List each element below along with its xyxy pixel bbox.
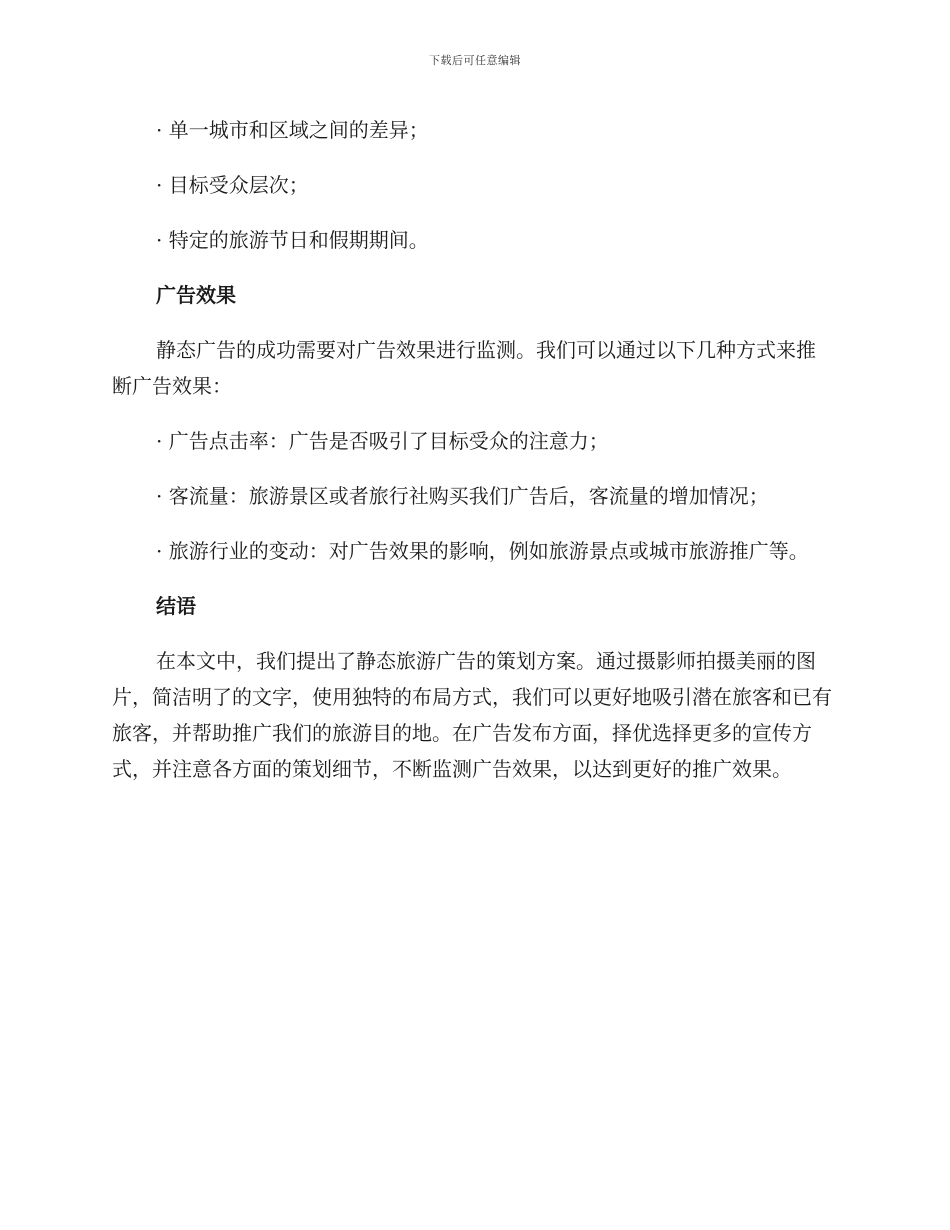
bullet-item: · 广告点击率：广告是否吸引了目标受众的注意力；	[156, 429, 609, 453]
section-intro-paragraph: 静态广告的成功需要对广告效果进行监测。我们可以通过以下几种方式来推断广告效果：	[112, 338, 816, 398]
section-heading-conclusion: 结语	[156, 594, 196, 618]
conclusion-paragraph: 在本文中，我们提出了静态旅游广告的策划方案。通过摄影师拍摄美丽的图片，简洁明了的文字，使用独特的布局方式，我们可以更好地吸引潜在旅客和已有旅客，并帮助推广我们的旅游目的地。在广告发布方面，择优选择更多的宣传方式，并注意各方面的策划细节，不断监测广告效果，以达到更好的推广效果。	[112, 649, 832, 781]
bullet-item: · 目标受众层次；	[156, 173, 309, 197]
bullet-item: · 客流量：旅游景区或者旅行社购买我们广告后，客流量的增加情况；	[156, 484, 769, 508]
bullet-item: · 特定的旅游节日和假期期间。	[156, 228, 429, 252]
page-header: 下载后可任意编辑	[429, 54, 521, 67]
bullet-item: · 单一城市和区域之间的差异；	[156, 118, 429, 142]
section-heading-ad-effect: 广告效果	[156, 283, 236, 307]
bullet-item-wrapped: · 旅游行业的变动：对广告效果的影响，例如旅游景点或城市旅游推广等。	[156, 539, 809, 563]
document-body	[112, 112, 832, 787]
